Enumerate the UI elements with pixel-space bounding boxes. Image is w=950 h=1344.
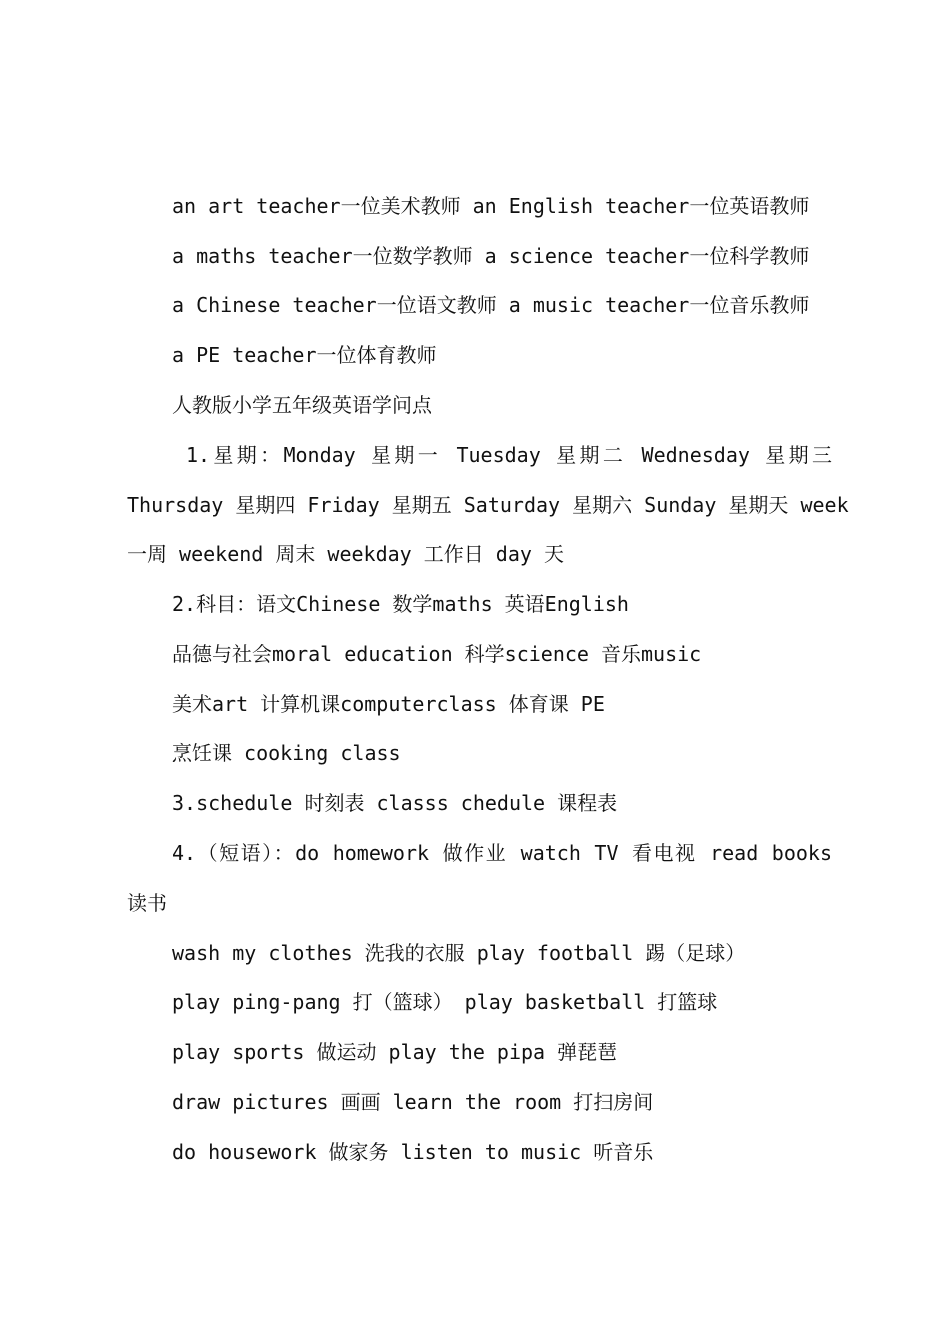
text-line-4: a PE teacher一位体育教师: [172, 343, 437, 367]
text-line-10: 品德与社会moral education 科学science 音乐music: [172, 642, 702, 666]
text-line-12: 烹饪课 cooking class: [172, 741, 401, 765]
text-line-16: wash my clothes 洗我的衣服 play football 踢（足球）: [172, 941, 746, 965]
text-line-3: a Chinese teacher一位语文教师 a music teacher一位音乐教师: [172, 293, 810, 317]
text-line-9: 2.科目：语文Chinese 数学maths 英语English: [172, 592, 629, 616]
text-line-1: an art teacher一位美术教师 an English teacher一位英语教师: [172, 194, 810, 218]
text-line-18: play sports 做运动 play the pipa 弹琵琶: [172, 1040, 618, 1064]
text-line-15: 读书: [127, 891, 167, 915]
text-line-6: 1.星期：Monday 星期一 Tuesday 星期二 Wednesday 星期三: [186, 443, 832, 467]
text-line-7: Thursday 星期四 Friday 星期五 Saturday 星期六 Sunday 星期天 week: [127, 493, 849, 517]
text-line-20: do housework 做家务 listen to music 听音乐: [172, 1140, 654, 1164]
section-heading: 人教版小学五年级英语学问点: [172, 393, 432, 417]
text-line-13: 3.schedule 时刻表 classs chedule 课程表: [172, 791, 618, 815]
text-line-11: 美术art 计算机课computerclass 体育课 PE: [172, 692, 605, 716]
text-line-8: 一周 weekend 周末 weekday 工作日 day 天: [127, 542, 564, 566]
text-line-2: a maths teacher一位数学教师 a science teacher一位科学教师: [172, 244, 810, 268]
text-line-17: play ping-pang 打（篮球） play basketball 打篮球: [172, 990, 718, 1014]
text-line-14: 4.（短语）：do homework 做作业 watch TV 看电视 read books: [172, 841, 832, 865]
text-line-19: draw pictures 画画 learn the room 打扫房间: [172, 1090, 654, 1114]
